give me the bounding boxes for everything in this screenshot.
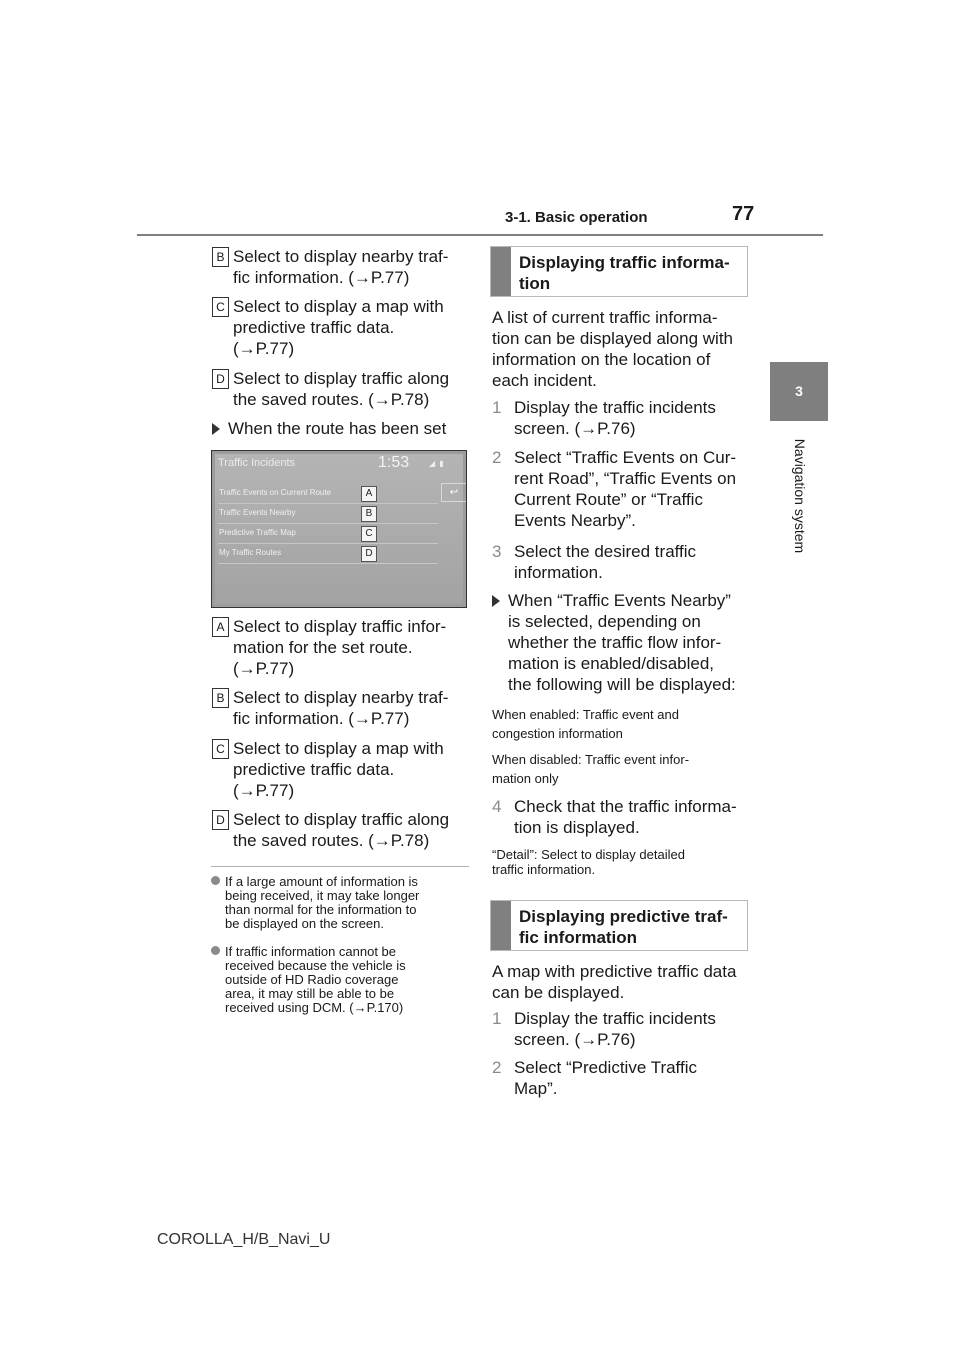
bullet-dot-icon	[211, 946, 220, 955]
header-divider	[137, 234, 823, 236]
screen-option-nearby[interactable]: Traffic Events Nearby B	[218, 504, 438, 524]
callout-letter: A	[212, 617, 229, 637]
notes-divider	[211, 866, 469, 867]
callout-text: Select to display traffic infor- mation for the set route. (→P.77)	[233, 617, 447, 678]
section-heading-predictive: Displaying predictive traf- fic information	[490, 900, 748, 951]
callout-letter: B	[212, 688, 229, 708]
document-footer: COROLLA_H/B_Navi_U	[157, 1231, 331, 1248]
section-title: 3-1. Basic operation	[505, 209, 648, 226]
page-number: 77	[732, 203, 755, 225]
detail-note: “Detail”: Select to display detailed traffic information.	[492, 847, 685, 877]
option-tag: D	[361, 546, 377, 562]
callout-letter: C	[212, 739, 229, 759]
status-icons: ◢ ▮	[429, 459, 445, 468]
disabled-note: When disabled: Traffic event infor- mation only	[492, 752, 690, 786]
option-tag: B	[361, 506, 377, 522]
screen-option-predictive-map[interactable]: Predictive Traffic Map C	[218, 524, 438, 544]
screen-option-current-route[interactable]: Traffic Events on Current Route A	[218, 484, 438, 504]
callout-text: Select to display traffic along the saved routes. (→P.78)	[233, 810, 450, 850]
callout-text: Select to display nearby traf- fic information. (→P.77)	[233, 247, 449, 287]
arrow-bullet-icon	[492, 595, 500, 607]
callout-text: Select to display nearby traf- fic information. (→P.77)	[233, 688, 449, 728]
step-number: 1	[492, 398, 502, 417]
section1-intro: A list of current traffic informa- tion can be displayed along with information on the location of each incident.	[492, 308, 733, 390]
enabled-note: When enabled: Traffic event and congestion information	[492, 707, 679, 741]
screen-clock: 1:53	[378, 454, 410, 471]
chapter-label: Navigation system	[792, 438, 808, 554]
screen-option-my-routes[interactable]: My Traffic Routes D	[218, 544, 438, 564]
chapter-tab: 3	[770, 362, 828, 421]
callout-text: Select to display a map with predictive traffic data. (→P.77)	[233, 297, 444, 358]
callout-letter: C	[212, 297, 229, 317]
section2-intro: A map with predictive traffic data can be displayed.	[492, 962, 737, 1002]
step-number: 1	[492, 1009, 502, 1028]
screen-title: Traffic Incidents	[218, 457, 296, 469]
callout-text: Select to display a map with predictive traffic data. (→P.77)	[233, 739, 444, 800]
step-number: 4	[492, 797, 502, 816]
step-number: 2	[492, 1058, 502, 1077]
back-icon[interactable]: ↩	[441, 483, 467, 502]
option-tag: A	[361, 486, 377, 502]
traffic-incidents-screen	[211, 450, 467, 608]
callout-letter: D	[212, 810, 229, 830]
callout-text: Select to display traffic along the saved routes. (→P.78)	[233, 369, 450, 409]
option-tag: C	[361, 526, 377, 542]
step-number: 3	[492, 542, 502, 561]
callout-letter: B	[212, 247, 229, 267]
section-heading-traffic-info: Displaying traffic informa- tion	[490, 246, 748, 297]
callout-letter: D	[212, 369, 229, 389]
bullet-dot-icon	[211, 876, 220, 885]
step-number: 2	[492, 448, 502, 467]
arrow-bullet-icon	[212, 423, 220, 435]
